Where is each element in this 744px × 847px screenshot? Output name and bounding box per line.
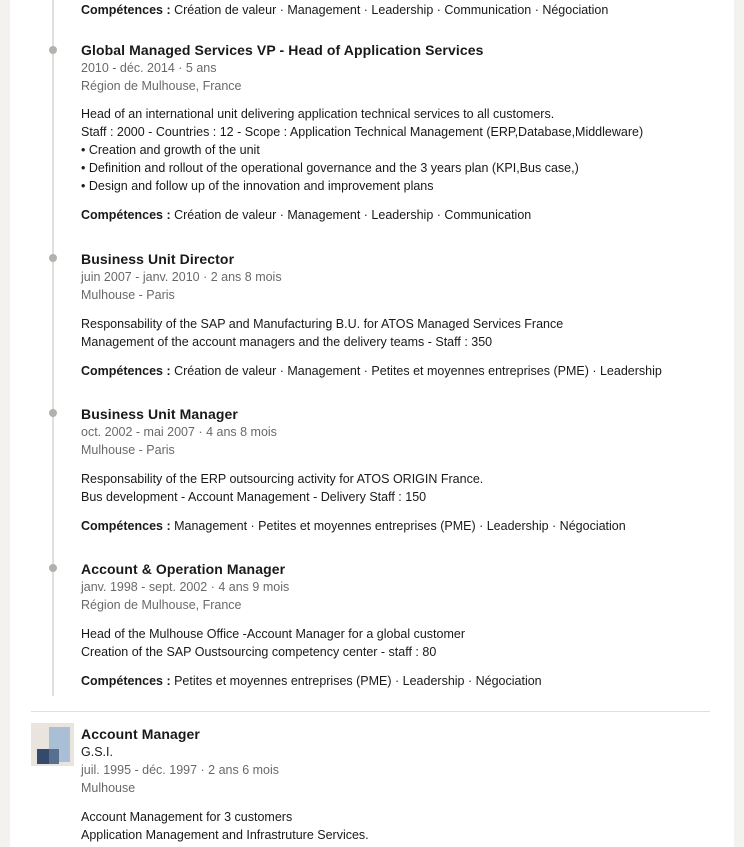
position-dates: juil. 1995 - déc. 1997 · 2 ans 6 mois	[81, 763, 280, 777]
position-entry	[81, 560, 721, 690]
description-line: Application Management and Infrastruture Services.	[81, 828, 369, 842]
skills-line: Compétences : Création de valeur · Management · Leadership · Communication · Négociation	[81, 3, 609, 17]
description-line: Responsability of the ERP outsourcing activity for ATOS ORIGIN France.	[81, 472, 484, 486]
position-title[interactable]: Global Managed Services VP - Head of Application Services	[81, 42, 484, 58]
position-entry	[81, 405, 721, 535]
position-title[interactable]: Account Manager	[81, 726, 200, 742]
position-dates: juin 2007 - janv. 2010 · 2 ans 8 mois	[81, 270, 282, 284]
timeline-dot-icon	[49, 409, 57, 417]
position-dates: oct. 2002 - mai 2007 · 4 ans 8 mois	[81, 425, 277, 439]
description-line: Staff : 2000 - Countries : 12 - Scope : Application Technical Management (ERP,Database,Middleware)	[81, 125, 644, 139]
position-title[interactable]: Account & Operation Manager	[81, 561, 286, 577]
position-location: Région de Mulhouse, France	[81, 79, 242, 93]
description-line: • Definition and rollout of the operational governance and the 3 years plan (KPI,Bus case,)	[81, 161, 579, 175]
position-location: Région de Mulhouse, France	[81, 598, 242, 612]
description-line: Head of an international unit delivering application technical services to all customers.	[81, 107, 555, 121]
description-line: Account Management for 3 customers	[81, 810, 293, 824]
position-entry	[81, 250, 721, 380]
description-line: Bus development - Account Management - Delivery Staff : 150	[81, 490, 427, 504]
timeline-line	[52, 0, 54, 696]
skills-line: Compétences : Petites et moyennes entreprises (PME) · Leadership · Négociation	[81, 674, 542, 688]
skills-line: Compétences : Création de valeur · Management · Petites et moyennes entreprises (PME) · Leadership	[81, 364, 662, 378]
description-line: Head of the Mulhouse Office -Account Manager for a global customer	[81, 627, 466, 641]
skills-line: Compétences : Management · Petites et moyennes entreprises (PME) · Leadership · Négociation	[81, 519, 626, 533]
company-logo-icon[interactable]	[31, 723, 74, 766]
skills-line: Compétences : Création de valeur · Management · Leadership · Communication	[81, 208, 532, 222]
position-entry	[81, 725, 721, 844]
description-line: Management of the account managers and the delivery teams - Staff : 350	[81, 335, 493, 349]
description-line: • Creation and growth of the unit	[81, 143, 260, 157]
description-line: • Design and follow up of the innovation and improvement plans	[81, 179, 434, 193]
position-location: Mulhouse - Paris	[81, 443, 175, 457]
previous-entry-skills	[81, 1, 721, 19]
position-dates: 2010 - déc. 2014 · 5 ans	[81, 61, 217, 75]
position-dates: janv. 1998 - sept. 2002 · 4 ans 9 mois	[81, 580, 290, 594]
timeline-dot-icon	[49, 46, 57, 54]
company-name[interactable]: G.S.I.	[81, 745, 113, 759]
description-line: Creation of the SAP Oustsourcing competency center - staff : 80	[81, 645, 437, 659]
timeline-dot-icon	[49, 254, 57, 262]
section-divider	[31, 711, 710, 712]
position-location: Mulhouse	[81, 781, 136, 795]
position-title[interactable]: Business Unit Manager	[81, 406, 238, 422]
position-title[interactable]: Business Unit Director	[81, 251, 235, 267]
position-entry	[81, 41, 721, 224]
experience-card	[10, 0, 734, 847]
position-location: Mulhouse - Paris	[81, 288, 175, 302]
description-line: Responsability of the SAP and Manufacturing B.U. for ATOS Managed Services France	[81, 317, 564, 331]
timeline-dot-icon	[49, 564, 57, 572]
